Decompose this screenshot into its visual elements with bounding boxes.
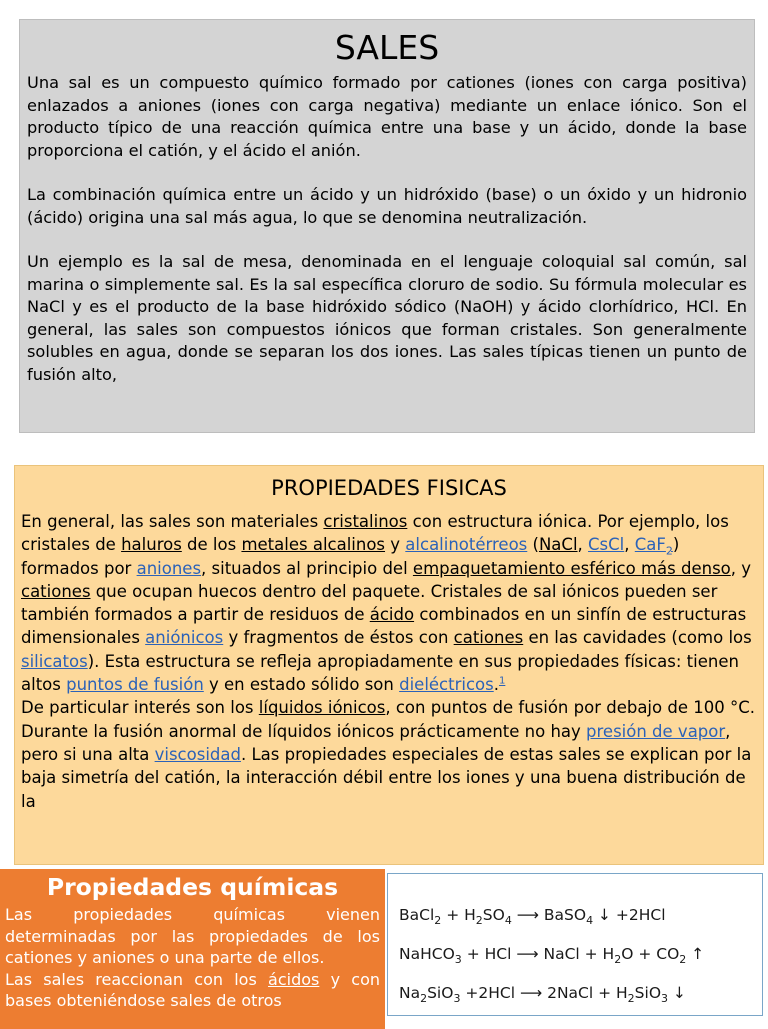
link-anionicos[interactable]: aniónicos (145, 628, 224, 648)
text-run: . Las propiedades especiales de estas sales se explican por la baja simetría del catión, la interacción débil entre los iones y una buena distribución de la (21, 744, 752, 811)
eq-part: ↓ +2HCl (593, 906, 666, 924)
chemical-properties-paragraph-2 (5, 969, 380, 1012)
equation-3 (399, 984, 686, 1006)
sales-paragraph-3: Un ejemplo es la sal de mesa, denominada en el lenguaje coloquial sal común, sal marina o simplemente sal. Es la sal específica cloruro de sodio. Su fórmula molecular es NaCl y es el producto de la base hidróxido sódico (NaOH) y ácido clorhídrico, HCl. En general, las sales son compuestos iónicos que forman cristales. Son generalmente solubles en agua, donde se separan los dos iones. Las sales típicas tienen un punto de fusión alto, (27, 252, 747, 384)
link-haluros[interactable]: haluros (121, 535, 182, 555)
reaction-equations-image (387, 873, 763, 1016)
text-run: ( (527, 535, 539, 555)
text-run: ) formados por (21, 535, 680, 578)
physical-properties-paragraph-1 (21, 510, 757, 696)
link-metales-alcalinos[interactable]: metales alcalinos (241, 535, 386, 555)
text-run: . (493, 675, 499, 695)
eq-part: SiO (634, 984, 662, 1002)
link-empaquetamiento[interactable]: empaquetamiento esférico más denso (412, 558, 731, 578)
link-liquidos-ionicos[interactable]: líquidos iónicos (258, 698, 386, 718)
eq-part: Na (399, 984, 421, 1002)
link-alcalinoterreos[interactable]: alcalinotérreos (405, 535, 528, 555)
link-acido[interactable]: ácido (369, 605, 415, 625)
link-cationes-2[interactable]: cationes (453, 628, 524, 648)
text-run: y fragmentos de éstos con (223, 628, 454, 648)
link-aniones[interactable]: aniones (136, 558, 202, 578)
text-run: y con bases obteniéndose sales de otros (5, 969, 380, 1010)
chemical-properties-paragraph-1: Las propiedades químicas vienen determinadas por las propiedades de los cationes y aniones o una parte de ellos. (5, 905, 380, 967)
chemical-properties-section (0, 869, 385, 1029)
chemical-properties-title: Propiedades químicas (46, 873, 339, 901)
eq-part: ↓ (668, 984, 686, 1002)
equation-1 (399, 906, 666, 928)
eq-subscript: 4 (504, 914, 512, 928)
eq-part: ↑ (686, 945, 705, 963)
text-run: De particular interés son los (21, 698, 259, 718)
sales-paragraph-2: La combinación química entre un ácido y un hidróxido (base) o un óxido y un hidronio (ácido) origina una sal más agua, lo que se denomina neutralización. (27, 185, 747, 227)
link-cationes[interactable]: cationes (21, 581, 91, 601)
sales-paragraph-1: Una sal es un compuesto químico formado por cationes (iones con carga positiva) enlazados a aniones (iones con carga negativa) mediante un enlace iónico. Son el producto típico de una reacción química entre una base y un ácido, donde la base proporciona el catión, y el ácido el anión. (27, 73, 747, 160)
text-run: , pero si una alta (21, 721, 731, 764)
text-run: , y (730, 558, 752, 578)
link-silicatos[interactable]: silicatos (21, 651, 88, 671)
link-caf2-text: CaF (634, 535, 666, 555)
eq-subscript: 4 (586, 914, 594, 928)
text-run: con estructura iónica. Por ejemplo, los cristales de (21, 512, 729, 555)
eq-part: SO (482, 906, 505, 924)
text-run: en las cavidades (como los (523, 628, 752, 648)
link-cscl[interactable]: CsCl (588, 535, 625, 555)
text-run: , (577, 535, 589, 555)
link-presion-de-vapor[interactable]: presión de vapor (586, 721, 726, 741)
eq-subscript: 2 (475, 914, 483, 928)
link-dielectricos[interactable]: dieléctricos (399, 675, 494, 695)
eq-subscript: 2 (614, 953, 622, 967)
text-run: En general, las sales son materiales (21, 512, 324, 531)
link-caf2[interactable] (634, 535, 673, 558)
physical-properties-paragraph-2 (21, 696, 757, 812)
text-run: y en estado sólido son (203, 675, 400, 695)
text-run: ). Esta estructura se refleja apropiadamente en sus propiedades físicas: tienen altos (21, 651, 739, 695)
eq-part: + H (441, 906, 476, 924)
eq-subscript: 3 (454, 953, 462, 967)
text-run: combinados en un sinfín de estructuras dimensionales (21, 605, 747, 648)
text-run: Las sales reaccionan con los (5, 969, 269, 989)
eq-part: +2HCl ⟶ 2NaCl + H (460, 984, 628, 1002)
text-run: , con puntos de fusión por debajo de 100 °C. Durante la fusión anormal de líquidos iónicos prácticamente no hay (21, 698, 755, 741)
eq-subscript: 3 (453, 992, 461, 1006)
eq-subscript: 2 (434, 914, 442, 928)
eq-part: + HCl ⟶ NaCl + H (461, 945, 615, 963)
physical-properties-section (14, 465, 764, 865)
eq-part: O + CO (621, 945, 680, 963)
eq-part: ⟶ BaSO (511, 906, 587, 924)
eq-part: NaHCO (399, 945, 455, 963)
eq-subscript: 2 (420, 992, 428, 1006)
text-run: de los (181, 535, 242, 555)
eq-subscript: 3 (661, 992, 669, 1006)
link-caf2-subscript: 2 (665, 544, 673, 558)
text-run: , situados al principio del (201, 558, 413, 578)
link-nacl[interactable]: NaCl (538, 535, 578, 555)
sales-title: SALES (334, 28, 440, 67)
link-puntos-de-fusion[interactable]: puntos de fusión (66, 675, 204, 695)
text-run: , (624, 535, 635, 555)
equation-2 (399, 945, 705, 967)
eq-subscript: 2 (679, 953, 687, 967)
eq-subscript: 2 (627, 992, 635, 1006)
link-cristalinos[interactable]: cristalinos (323, 512, 408, 531)
physical-properties-text (21, 510, 757, 813)
footnote-reference[interactable]: 1 (498, 675, 506, 687)
eq-part: BaCl (399, 906, 435, 924)
text-run: y (385, 535, 406, 555)
link-acidos[interactable]: ácidos (268, 969, 320, 989)
physical-properties-title: PROPIEDADES FISICAS (271, 476, 507, 500)
link-viscosidad[interactable]: viscosidad (154, 744, 241, 764)
sales-section (19, 19, 755, 433)
eq-part: SiO (427, 984, 454, 1002)
text-run: que ocupan huecos dentro del paquete. Cristales de sal iónicos pueden ser también formados a partir de residuos de (21, 581, 718, 625)
